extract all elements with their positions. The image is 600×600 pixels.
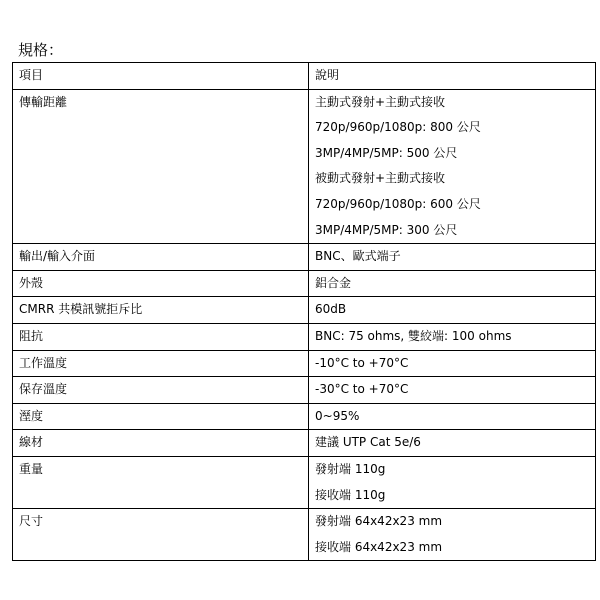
value-line: -10°C to +70°C <box>315 355 409 370</box>
row-label: 線材 <box>13 430 309 457</box>
row-value <box>309 297 596 324</box>
row-value <box>309 430 596 457</box>
header-description-cell: 說明 <box>309 63 596 90</box>
table-row <box>13 509 596 561</box>
table-row <box>13 297 596 324</box>
row-value <box>309 403 596 430</box>
row-label: 溼度 <box>13 403 309 430</box>
table-row <box>13 244 596 271</box>
row-label: 阻抗 <box>13 323 309 350</box>
row-label: 尺寸 <box>13 509 309 561</box>
value-line: 接收端 64x42x23 mm <box>315 539 443 554</box>
row-label: CMRR 共模訊號拒斥比 <box>13 297 309 324</box>
table-row <box>13 270 596 297</box>
row-label: 輸出/輸入介面 <box>13 244 309 271</box>
table-header-row <box>13 63 596 90</box>
value-line: -30°C to +70°C <box>315 382 409 397</box>
value-line: 發射端 110g <box>315 461 386 476</box>
row-label: 傳輸距離 <box>13 89 309 244</box>
table-row <box>13 350 596 377</box>
table-row <box>13 403 596 430</box>
value-line: BNC: 75 ohms, 雙絞端: 100 ohms <box>315 328 512 343</box>
row-label: 保存溫度 <box>13 377 309 404</box>
value-line: 720p/960p/1080p: 600 公尺 <box>315 196 481 211</box>
row-value <box>309 244 596 271</box>
table-row <box>13 430 596 457</box>
value-line: 60dB <box>315 302 347 317</box>
value-line: 建議 UTP Cat 5e/6 <box>315 435 421 450</box>
value-line: 3MP/4MP/5MP: 300 公尺 <box>315 222 458 237</box>
value-line: 3MP/4MP/5MP: 500 公尺 <box>315 145 458 160</box>
row-value <box>309 377 596 404</box>
value-line: 被動式發射+主動式接收 <box>315 171 446 186</box>
row-label: 外殼 <box>13 270 309 297</box>
value-line: 鋁合金 <box>315 275 352 290</box>
row-value <box>309 89 596 244</box>
table-row <box>13 377 596 404</box>
value-line: 接收端 110g <box>315 487 386 502</box>
value-line: 0~95% <box>315 408 360 423</box>
value-line: 發射端 64x42x23 mm <box>315 514 443 529</box>
row-value <box>309 456 596 508</box>
row-label: 工作溫度 <box>13 350 309 377</box>
value-line: BNC、歐式端子 <box>315 249 401 264</box>
table-row <box>13 89 596 244</box>
header-item-cell: 項目 <box>13 63 309 90</box>
row-value <box>309 509 596 561</box>
value-line: 主動式發射+主動式接收 <box>315 94 446 109</box>
row-value <box>309 270 596 297</box>
value-line: 720p/960p/1080p: 800 公尺 <box>315 120 481 135</box>
row-label: 重量 <box>13 456 309 508</box>
row-value <box>309 323 596 350</box>
table-row <box>13 456 596 508</box>
row-value <box>309 350 596 377</box>
table-row <box>13 323 596 350</box>
page-heading: 規格： <box>18 41 64 59</box>
spec-table <box>12 62 596 561</box>
